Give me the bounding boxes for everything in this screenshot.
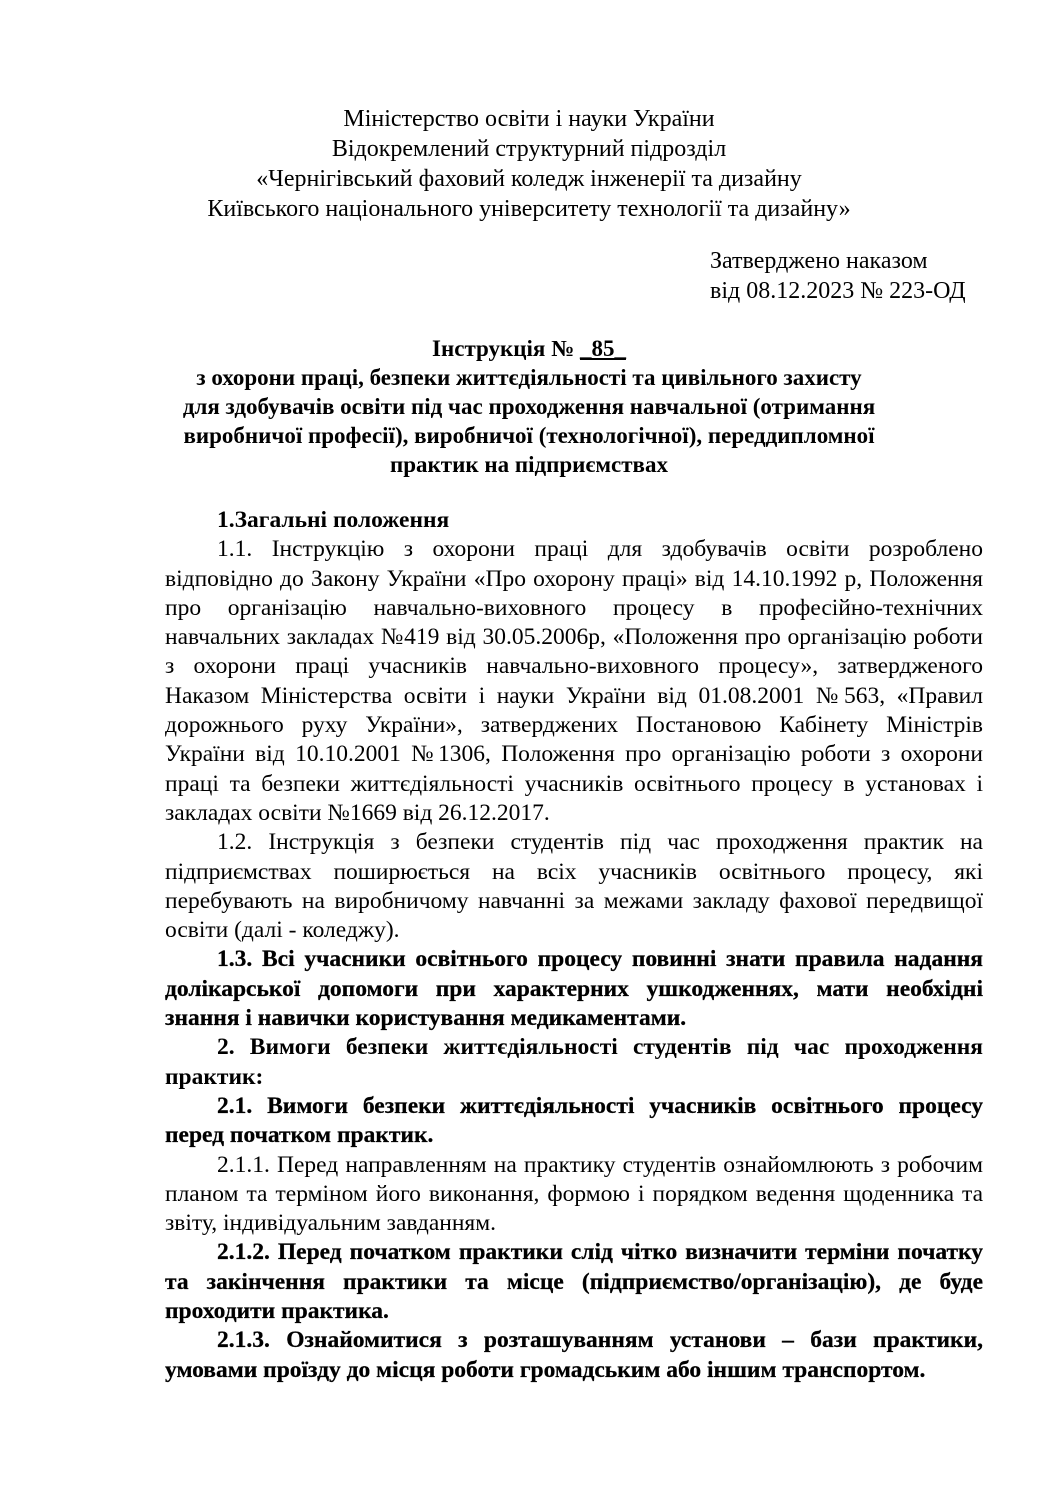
paragraph-2-1: 2.1. Вимоги безпеки життєдіяльності учасників освітнього процесу перед початком практик.: [165, 1092, 983, 1149]
paragraph-1-1: 1.1. Інструкцію з охорони праці для здобувачів освіти розроблено відповідно до Закону України «Про охорону праці» від 14.10.1992 р, Положення про організацію навчально-виховного процесу в професійно-технічних навчальних закладах №419 від 30.05.2006р, «Положення про організацію роботи з охорони праці учасників навчально-виховного процесу», затвердженого Наказом Міністерства освіти і науки України від 01.08.2001 №563, «Правил дорожнього руху України», затверджених Постановою Кабінету Міністрів України від 10.10.2001 №1306, Положення про організацію роботи з охорони праці та безпеки життєдіяльності учасників освітнього процесу в установах і закладах освіти №1669 від 26.12.2017.: [165, 536, 983, 826]
paragraph-2-1-2: 2.1.2. Перед початком практики слід чітко визначити терміни початку та закінчення практики та місце (підприємство/організацію), де буде проходити практика.: [165, 1239, 983, 1325]
instruction-title: [0, 334, 1058, 479]
approval-block: [710, 246, 966, 306]
instruction-prefix: Інструкція №: [432, 336, 580, 361]
section-1-heading: 1.Загальні положення: [217, 507, 450, 533]
college-line: «Чернігівський фаховий коледж інженерії та дизайну: [256, 166, 802, 192]
title-line-2: для здобувачів освіти під час проходження навчальної (отримання: [182, 394, 876, 419]
ministry-line: Міністерство освіти і науки України: [343, 106, 715, 132]
document-body: [165, 506, 983, 1385]
title-line-3: виробничої професії), виробничої (технологічної), переддипломної: [183, 423, 875, 448]
instruction-number-line: [0, 334, 1058, 363]
instruction-number: _85_: [579, 336, 626, 361]
title-line-4: практик на підприємствах: [390, 452, 668, 477]
division-line: Відокремлений структурний підрозділ: [331, 136, 727, 162]
approval-label: Затверджено наказом: [710, 248, 928, 274]
section-2-heading: 2. Вимоги безпеки життєдіяльності студентів під час проходження практик:: [165, 1034, 983, 1090]
university-line: Київського національного університету технології та дизайну»: [207, 196, 851, 222]
approval-order: від 08.12.2023 № 223-ОД: [710, 278, 966, 304]
title-line-1: з охорони праці, безпеки життєдіяльності та цивільного захисту: [196, 365, 862, 390]
paragraph-2-1-3: 2.1.3. Ознайомитися з розташуванням установи – бази практики, умовами проїзду до місця роботи громадським або іншим транспортом.: [165, 1327, 983, 1383]
paragraph-1-3: 1.3. Всі учасники освітнього процесу повинні знати правила надання долікарської допомоги при характерних ушкодженнях, мати необхідні знання і навички користування медикаментами.: [165, 946, 983, 1032]
institution-header: [0, 104, 1058, 224]
paragraph-2-1-1: 2.1.1. Перед направленням на практику студентів ознайомлюють з робочим планом та терміном його виконання, формою і порядком ведення щоденника та звіту, індивідуальним завданням.: [165, 1151, 983, 1237]
paragraph-1-2: 1.2. Інструкція з безпеки студентів під час проходження практик на підприємствах поширюється на всіх учасників освітнього процесу, які перебувають на виробничому навчанні за межами закладу фахової передвищої освіти (далі - коледжу).: [165, 829, 983, 944]
